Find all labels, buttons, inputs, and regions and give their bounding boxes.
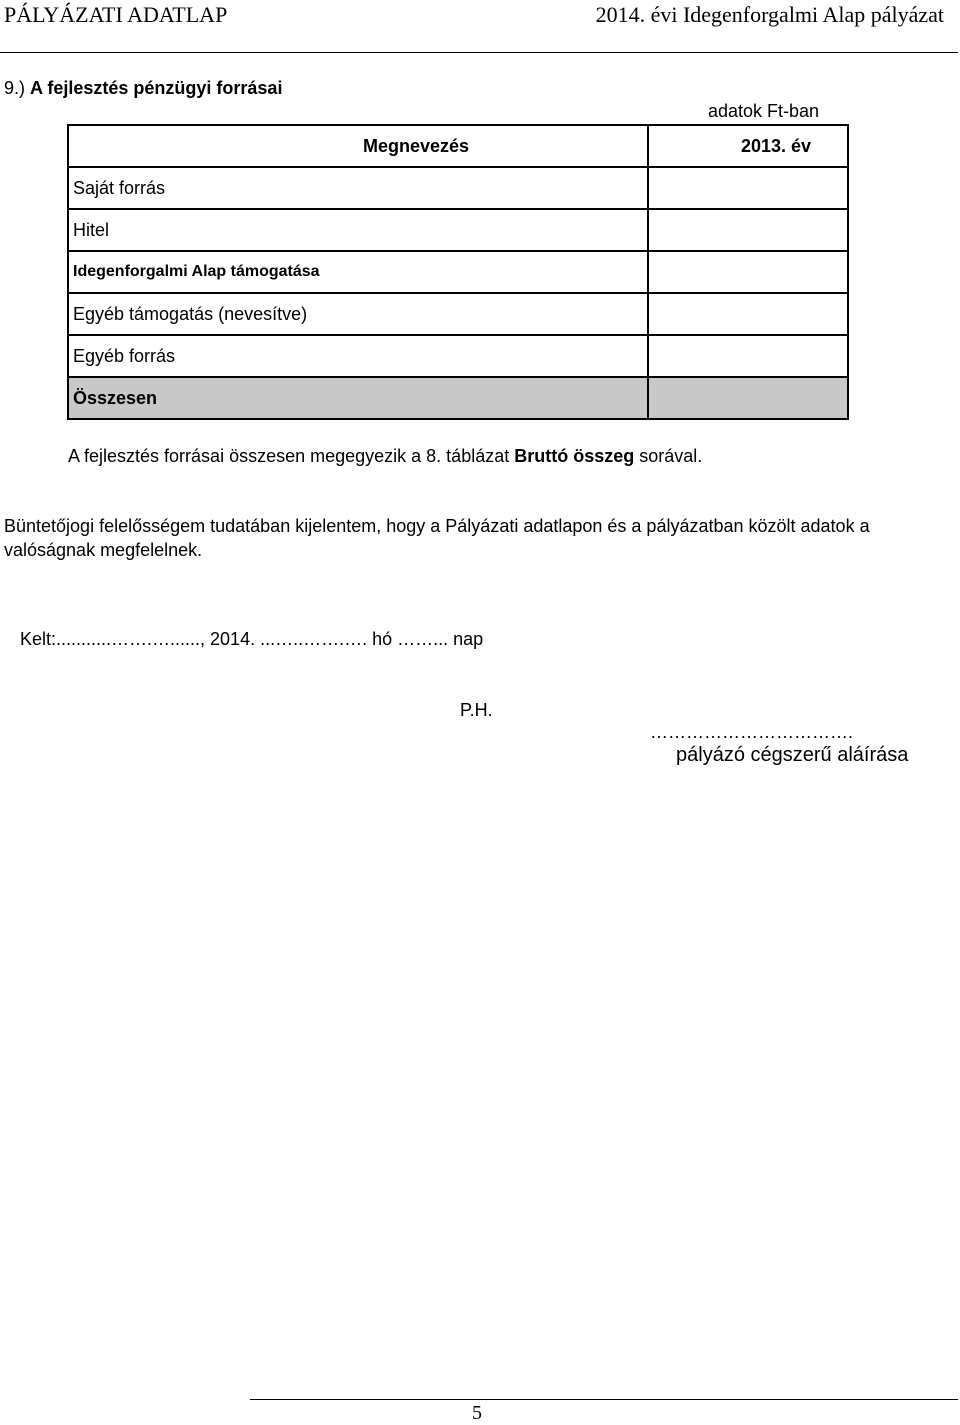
row-value-other-support[interactable] xyxy=(648,293,848,335)
row-label-other-support: Egyéb támogatás (nevesítve) xyxy=(68,293,648,335)
section-number: 9.) xyxy=(4,78,26,98)
table-header-row xyxy=(68,125,848,167)
note-prefix: A fejlesztés forrásai összesen megegyezik a 8. táblázat xyxy=(68,446,515,466)
table-total-row xyxy=(68,377,848,419)
header-left-title: PÁLYÁZATI ADATLAP xyxy=(4,2,228,27)
table-row xyxy=(68,335,848,377)
row-value-other-source[interactable] xyxy=(648,335,848,377)
table-row xyxy=(68,293,848,335)
row-label-other-source: Egyéb forrás xyxy=(68,335,648,377)
declaration-text: Büntetőjogi felelősségem tudatában kijelentem, hogy a Pályázati adatlapon és a pályázatban közölt adatok a valóságnak megfelelnek. xyxy=(4,516,870,560)
note-suffix: sorával. xyxy=(634,446,703,466)
header-divider xyxy=(0,52,958,53)
section-title xyxy=(4,78,282,99)
note-bold: Bruttó összeg xyxy=(514,446,635,466)
section-title-text: A fejlesztés pénzügyi forrásai xyxy=(30,78,283,98)
header-right-title: 2014. évi Idegenforgalmi Alap pályázat xyxy=(595,2,944,27)
date-line: Kelt:...........…….…......, 2014. ...…..…….…. hó ……... nap xyxy=(20,629,484,649)
table-note xyxy=(68,446,702,467)
row-label-tourism-fund: Idegenforgalmi Alap támogatása xyxy=(68,251,648,293)
units-note: adatok Ft-ban xyxy=(708,101,820,121)
column-header-name: Megnevezés xyxy=(68,125,648,167)
funding-sources-table xyxy=(67,124,849,420)
table-row xyxy=(68,251,848,293)
footer-divider xyxy=(250,1399,958,1400)
column-header-year: 2013. év xyxy=(648,125,848,167)
page-number: 5 xyxy=(472,1402,482,1424)
row-label-own-source: Saját forrás xyxy=(68,167,648,209)
row-value-loan[interactable] xyxy=(648,209,848,251)
row-value-tourism-fund[interactable] xyxy=(648,251,848,293)
row-label-total: Összesen xyxy=(68,377,648,419)
signature-caption: pályázó cégszerű aláírása xyxy=(676,744,909,766)
table-row xyxy=(68,167,848,209)
stamp-label: P.H. xyxy=(460,700,493,720)
row-value-own-source[interactable] xyxy=(648,167,848,209)
signature-line: ……………………………. xyxy=(650,722,854,742)
row-label-loan: Hitel xyxy=(68,209,648,251)
table-row xyxy=(68,209,848,251)
row-value-total[interactable] xyxy=(648,377,848,419)
